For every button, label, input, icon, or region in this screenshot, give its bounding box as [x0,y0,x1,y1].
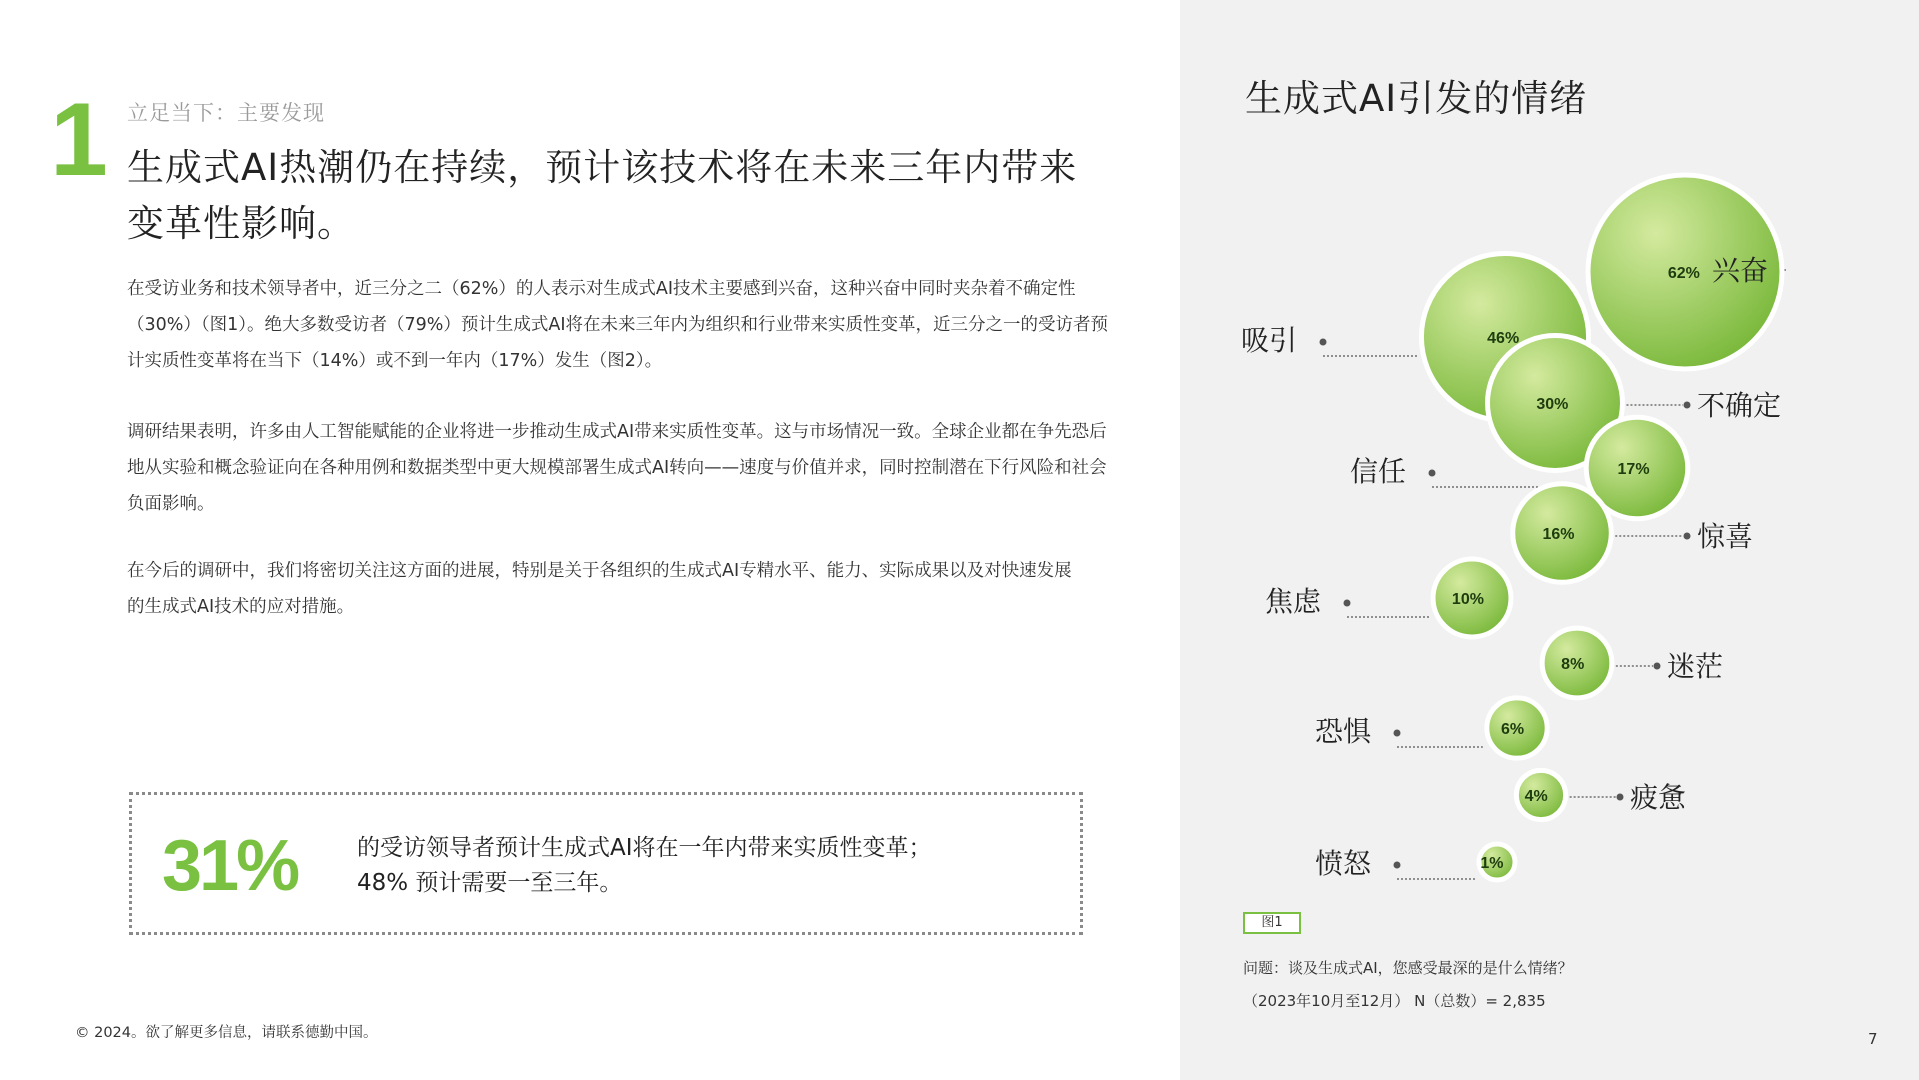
bubble-value-label: 1% [1480,855,1504,872]
figure-label: 图1 [1243,912,1301,934]
connector-dot [1617,794,1624,801]
bubble-value-label: 62% [1667,265,1700,282]
emotion-label: 疲惫 [1630,781,1687,814]
footer-copyright: © 2024。欲了解更多信息，请联系德勤中国。 [75,1025,378,1041]
section-label: 立足当下：主要发现 [127,101,325,125]
survey-question: 问题：谈及生成式AI，您感受最深的是什么情绪？ [1243,959,1573,977]
callout-percent: 31% [162,826,298,906]
emotion-label: 吸引 [1241,324,1298,357]
emotion-label: 愤怒 [1315,847,1372,880]
page-number: 7 [1868,1030,1878,1048]
emotion-label: 焦虑 [1265,585,1322,618]
bubble-value-label: 6% [1500,721,1525,738]
callout-line-2: 48% 预计需要一至三年。 [357,870,623,896]
bubble-value-label: 8% [1561,656,1585,673]
survey-sample: （2023年10月至12月） N（总数）= 2,835 [1243,992,1546,1010]
bubble-value-label: 30% [1536,396,1569,413]
connector-dot [1684,402,1691,409]
chart-title: 生成式AI引发的情绪 [1245,77,1588,120]
bubble-value-label: 4% [1524,788,1548,805]
page-headline: 生成式AI热潮仍在持续，预计该技术将在未来三年内带来变革性影响。 [127,146,1078,245]
bubble-value-label: 46% [1487,330,1520,347]
bubble-value-label: 10% [1451,591,1484,608]
body-paragraph-3: 在今后的调研中，我们将密切关注这方面的进展，特别是关于各组织的生成式AI专精水平、能力、实际成果以及对快速发展的生成式AI技术的应对措施。 [127,561,1072,617]
emotion-label: 兴奋 [1712,254,1769,287]
connector-dot [1429,470,1436,477]
emotion-label: 迷茫 [1667,650,1724,683]
connector-dot [1320,339,1327,346]
body-paragraph-2: 调研结果表明，许多由人工智能赋能的企业将进一步推动生成式AI带来实质性变革。这与市场情况一致。全球企业都在争先恐后地从实验和概念验证向在各种用例和数据类型中更大规模部署生成式AI转向——速度与价值并求，同时控制潜在下行风险和社会负面影响。 [127,422,1107,514]
connector-dot [1654,663,1661,670]
bubble-value-label: 16% [1542,526,1575,543]
emotion-label: 恐惧 [1315,715,1372,748]
emotion-label: 不确定 [1697,389,1782,422]
emotion-label: 信任 [1350,455,1407,488]
emotion-label: 惊喜 [1697,520,1754,553]
section-number: 1 [50,82,108,198]
connector-dot [1684,533,1691,540]
callout-line-1: 的受访领导者预计生成式AI将在一年内带来实质性变革； [357,835,932,861]
connector-dot [1344,600,1351,607]
body-paragraph-1: 在受访业务和技术领导者中，近三分之二（62%）的人表示对生成式AI技术主要感到兴奋，这种兴奋中同时夹杂着不确定性（30%）（图1）。绝大多数受访者（79%）预计生成式AI将在未来三年内为组织和行业带来实质性变革，近三分之一的受访者预计实质性变革将在当下（14%）或不到一年内（17%）发生（图2）。 [127,279,1109,371]
bubble-value-label: 17% [1617,461,1650,478]
connector-dot [1394,862,1401,869]
connector-dot [1394,730,1401,737]
